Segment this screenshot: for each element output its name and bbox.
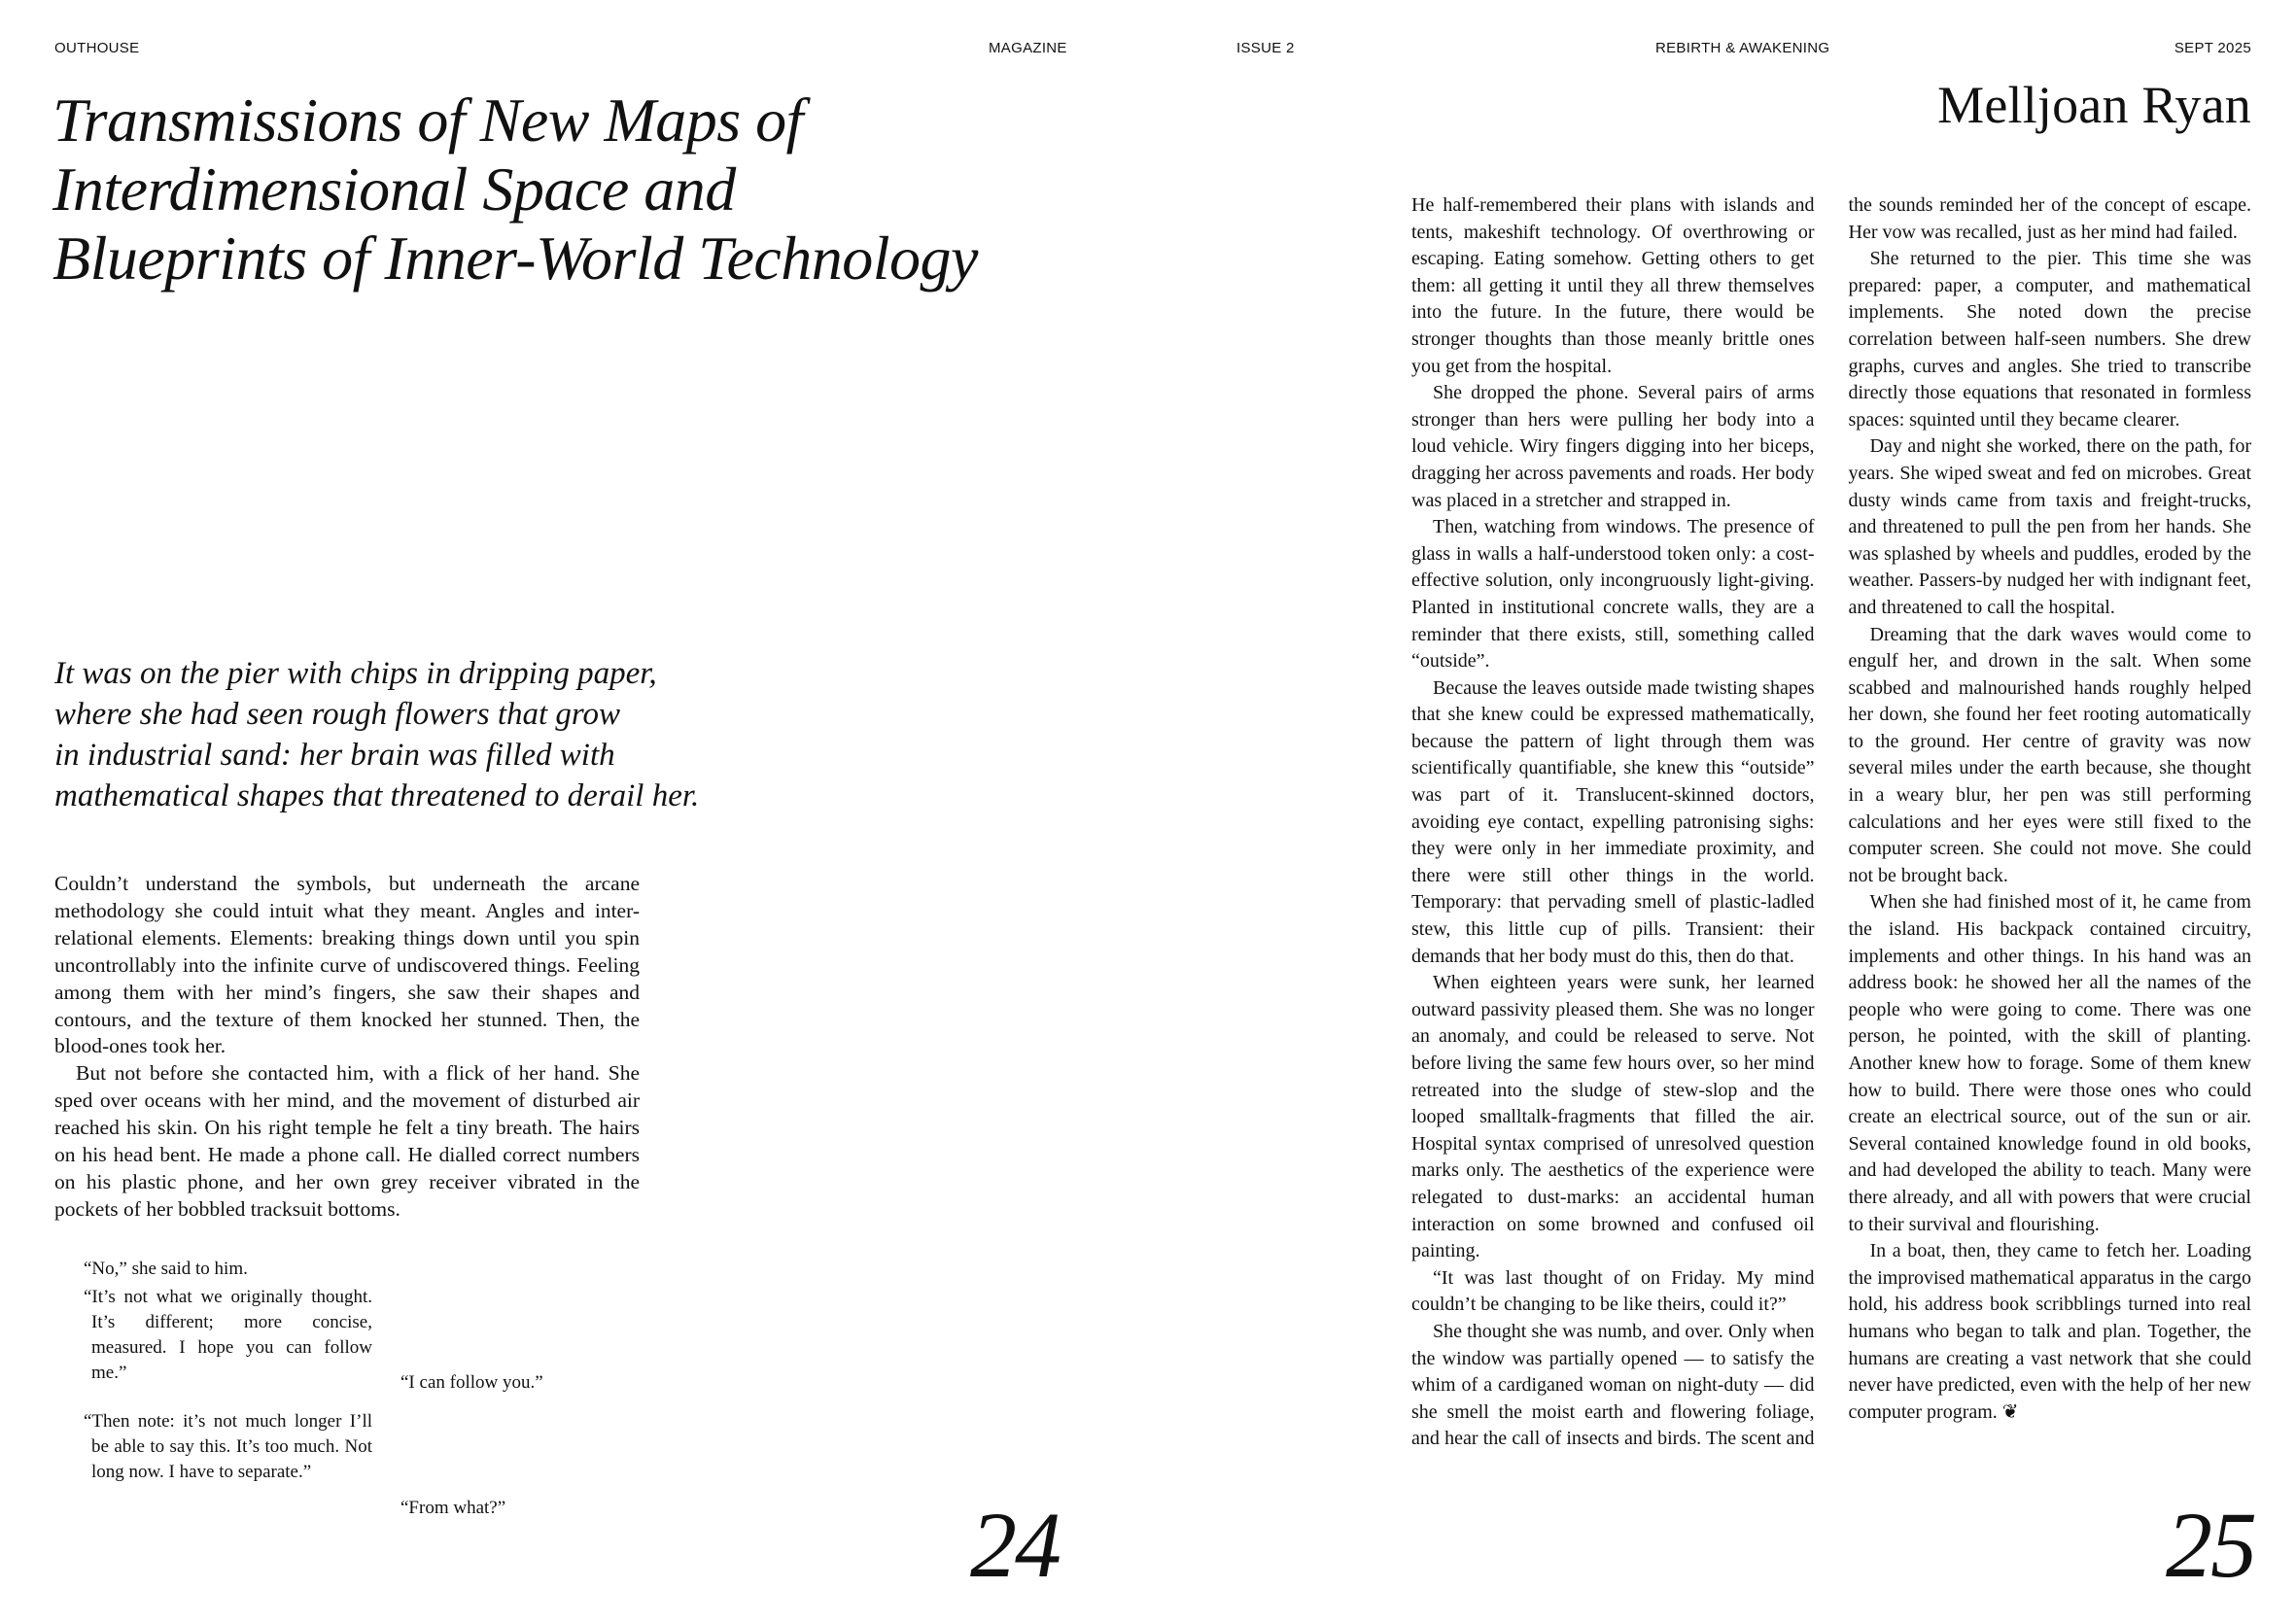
left-body-text [54,871,640,1224]
paragraph: When eighteen years were sunk, her learned outward passivity pleased them. She was no longer an anomaly, and could be released to serve. Not before living the same few hours over, so her mind retreated into the sludge of stew-slop and the looped smalltalk-fragments that filled the air. Hospital syntax comprised of unresolved question marks only. The aesthetics of the experience were relegated to dust-marks: an accidental human interaction on some browned and confused oil painting. [1411,972,1815,1262]
pull-quote-line: mathematical shapes that threatened to derail her. [54,778,700,813]
header-date: SEPT 2025 [2174,40,2251,56]
dialogue-reply: “I can follow you.” [400,1372,543,1393]
title-line: Interdimensional Space and [52,155,736,224]
paragraph: In a boat, then, they came to fetch her. Loading the improvised mathematical apparatus in the cargo hold, his address book scribblings turned into real humans who began to talk and plan. Together, the humans are creating a vast network that she could never have predicted, even with the help of her new computer program. ❦ [1848,1240,2251,1423]
paragraph: She dropped the phone. Several pairs of arms stronger than hers were pulling her body into a loud vehicle. Wiry fingers digging into her biceps, dragging her across pavements and roads. Her body was placed in a stretcher and strapped in. [1411,382,1815,511]
page-number-right: 25 [2166,1493,2255,1597]
paragraph: But not before she contacted him, with a flick of her hand. She sped over oceans with her mind, and the movement of disturbed air reached his skin. On his right temple he felt a tiny breath. The hairs on his head bent. He made a phone call. He dialled correct numbers on his plastic phone, and her own grey receiver vibrated in the pockets of her bobbled tracksuit bottoms. [54,1061,640,1221]
header-theme: REBIRTH & AWAKENING [1655,40,1830,56]
header-publication: OUTHOUSE [54,40,140,56]
header-issue: ISSUE 2 [1236,40,1295,56]
pull-quote [54,653,699,816]
right-body-columns [1411,192,2251,1453]
dialogue-text: “Then note: it’s not much longer I’ll be able to say this. It’s too much. Not long now. I have to separate.” [84,1411,372,1482]
paragraph: She thought she was numb, and over. Only when the window was partially opened — to satisfy the whim of a cardiganed woman on night-duty — did she smell the moist earth and flowering foliage, and hear the call of insects and birds. The scent and the sounds reminded her of the concept of escape. Her vow was recalled, just as her mind had failed. [1411,194,2251,1450]
dialogue-line: “No,” she said to him. [84,1259,248,1279]
header-type: MAGAZINE [989,40,1067,56]
paragraph: “It was last thought of on Friday. My mind couldn’t be changing to be like theirs, could it?” [1411,1266,1815,1316]
dialogue-line [84,1409,372,1485]
dialogue-line [84,1285,372,1386]
author-name: Melljoan Ryan [1937,76,2251,134]
pull-quote-line: It was on the pier with chips in dripping paper, [54,656,657,691]
paragraph: Then, watching from windows. The presence of glass in walls a half-understood token only: a cost-effective solution, only incongruously light-giving. Planted in institutional concrete walls, they are a reminder that there exists, still, something called “outside”. [1411,516,1815,673]
pull-quote-line: where she had seen rough flowers that grow [54,697,621,732]
paragraph: Because the leaves outside made twisting shapes that she knew could be expressed mathematically, because the pattern of light through them was scientifically quantifiable, she knew this “outside” was part of it. Translucent-skinned doctors, avoiding eye contact, expelling patronising sighs: they were only in her immediate proximity, and there were still other things in the world. Temporary: that pervading smell of plastic-ladled stew, this little cup of pills. Transient: their demands that her body must do this, then do that. [1411,676,1815,967]
article-title [52,86,978,293]
paragraph: He half-remembered their plans with islands and tents, makeshift technology. Of overthrowing or escaping. Eating somehow. Getting others to get them: all getting it until they all threw themselves into the future. In the future, there would be stronger thoughts than those meanly brittle ones you get from the hospital. [1411,194,1815,377]
title-line: Blueprints of Inner-World Technology [52,224,978,293]
paragraph: Couldn’t understand the symbols, but underneath the arcane methodology she could intuit what they meant. Angles and inter-relational elements. Elements: breaking things down until you spin uncontrollably into the infinite curve of undiscovered things. Feeling among them with her mind’s fingers, she saw their shapes and contours, and the texture of them knocked her stunned. Then, the blood-ones took her. [54,872,640,1058]
title-line: Transmissions of New Maps of [52,86,803,155]
paragraph: Day and night she worked, there on the path, for years. She wiped sweat and fed on microbes. Great dusty winds came from taxis and freight-trucks, and threatened to pull the pen from her hands. She was splashed by wheels and puddles, eroded by the weather. Passers-by nudged her with indignant feet, and threatened to call the hospital. [1848,435,2251,618]
pull-quote-line: in industrial sand: her brain was filled with [54,738,615,773]
paragraph: She returned to the pier. This time she was prepared: paper, a computer, and mathematical implements. She noted down the precise correlation between half-seen numbers. She drew graphs, curves and angles. She tried to transcribe directly those equations that resonated in formless spaces: squinted until they became clearer. [1848,248,2251,431]
paragraph: Dreaming that the dark waves would come to engulf her, and drown in the salt. When some scabbed and malnourished hands roughly helped her down, she found her feet rooting automatically to the ground. Her centre of gravity was now several miles under the earth because, she thought in a weary blur, her pen was still performing calculations and her eyes were still fixed to the computer screen. She could not move. She could not be brought back. [1848,623,2251,886]
paragraph: When she had finished most of it, he came from the island. His backpack contained circuitry, implements and other things. In his hand was an address book: he showed her all the names of the people who were going to come. There was one person, he pointed, with the skill of planting. Another knew how to forage. Some of them knew how to build. There were those ones who could create an electrical source, out of the sun or air. Several contained knowledge found in old books, and had developed the ability to teach. Many were there already, and all with powers that were crucial to their survival and flourishing. [1848,891,2251,1235]
page-number-left: 24 [970,1493,1060,1597]
dialogue-reply: “From what?” [400,1498,506,1518]
dialogue-text: “It’s not what we originally thought. It’s different; more concise, measured. I hope you can follow me.” [84,1287,372,1383]
